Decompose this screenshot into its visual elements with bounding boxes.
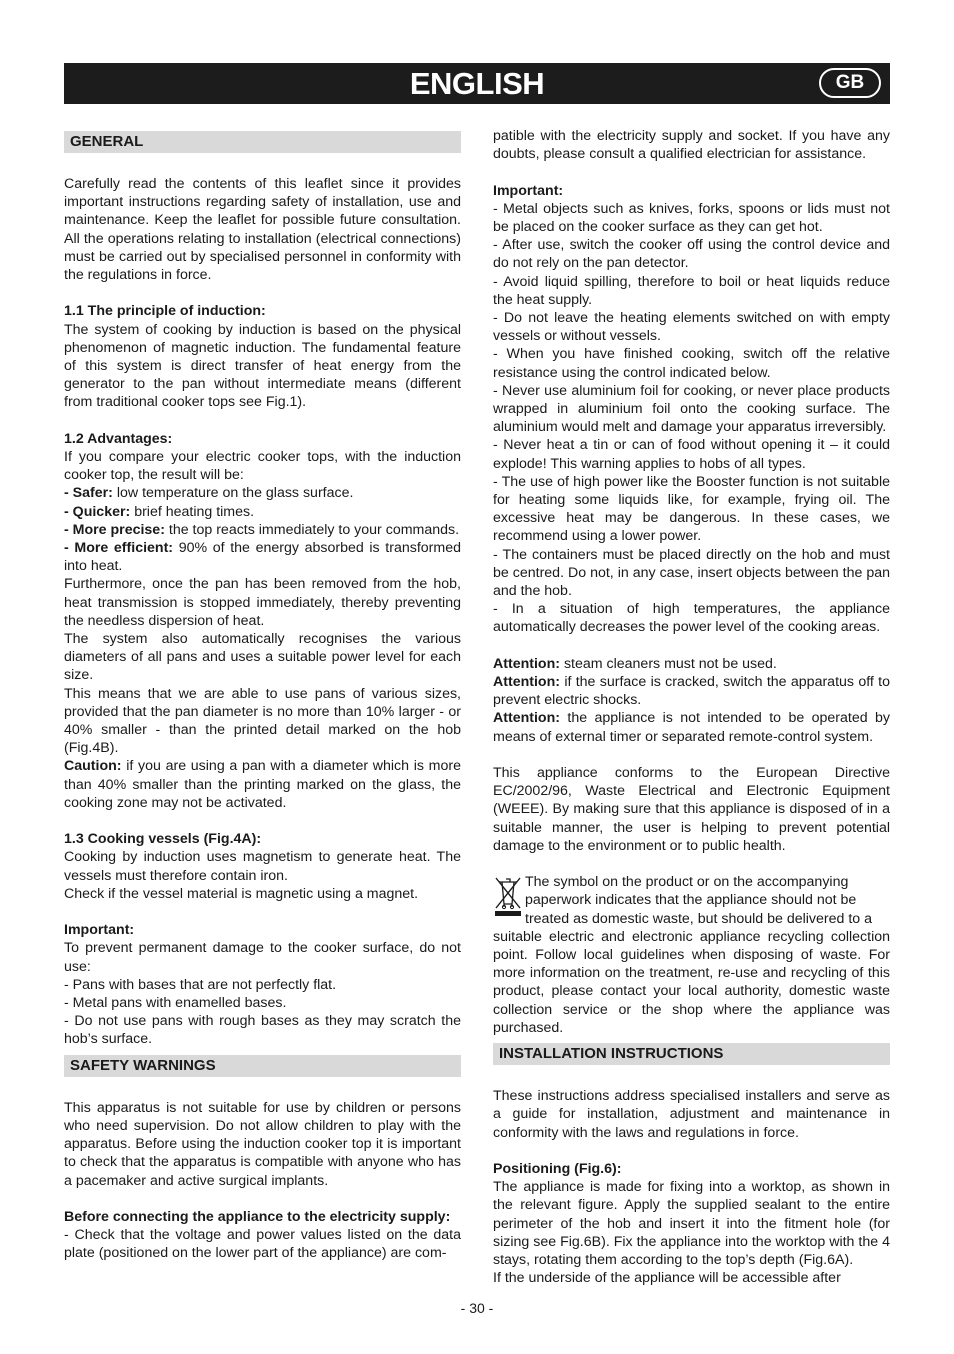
advantages-paragraph: This means that we are able to use pans of various sizes, provided that the pan diameter is no more than 10% larger - or 40% smaller - than the printed detail marked on the hob (Fig.4B). (64, 685, 461, 757)
crossed-out-bin-icon (493, 874, 523, 916)
section-heading-general: GENERAL (64, 131, 461, 153)
advantage-label: - Quicker: (64, 503, 131, 520)
advantage-label: - Safer: (64, 485, 113, 502)
important-item: - Do not use pans with rough bases as they may scratch the hob’s surface. (64, 1013, 461, 1048)
positioning-paragraph: The appliance is made for fixing into a worktop, as shown in the relevant figure. Apply the supplied sealant to the entire perimeter of the hob and insert it into the fitment hole (for sizing see Fig.6B). Fix the appliance into the worktop with the 4 stays, rotating them according to the top’s depth (Fig.6A). (493, 1179, 890, 1268)
induction-paragraph: The system of cooking by induction is based on the physical phenomenon of magnetic induction. The fundamental feature of this system is direct transfer of heat energy from the generator to the pan without intermediate means (different from traditional cooker tops see Fig.1). (64, 321, 461, 411)
important-item: - Metal objects such as knives, forks, spoons or lids must not be placed on the cooker surface as they can get hot. (493, 200, 890, 235)
advantages-paragraph: The system also automatically recognises the various diameters of all pans and uses a suitable power level for each size. (64, 631, 461, 684)
important-item: - Metal pans with enamelled bases. (64, 995, 287, 1012)
weee-line: treated as domestic waste, but should be delivered to a (525, 910, 873, 927)
advantage-text: the top reacts immediately to your commands. (168, 521, 460, 538)
weee-text: suitable electric and electronic appliance recycling collection point. Follow local guidelines when disposing of waste. For more information on the treatment, re-use and recycling of this product, please contact your local authority, domestic waste collection service or the shop where the appliance was purchased. (493, 928, 890, 1036)
page-title: ENGLISH (409, 66, 545, 101)
right-column (493, 127, 890, 1287)
important-item: - In a situation of high temperatures, the appliance automatically decreases the power level of the cooking areas. (493, 601, 890, 636)
subsection-title-induction: 1.1 The principle of induction: (64, 303, 266, 320)
language-banner (64, 63, 890, 104)
advantage-text: 90% of the energy absorbed is transformed into heat. (64, 540, 461, 575)
advantage-efficient (64, 539, 461, 575)
important-item: - When you have finished cooking, switch off the relative resistance using the control indicated below. (493, 346, 890, 381)
left-column (64, 127, 461, 1263)
important-item: - The containers must be placed directly on the hob and must be centred. Do not, in any case, insert objects between the pan and the hob. (493, 546, 890, 600)
attention-text: if the surface is cracked, switch the apparatus off to prevent electric shocks. (493, 674, 890, 709)
attention-label: Attention: (493, 674, 560, 691)
attention-note (493, 655, 890, 673)
attention-text: the appliance is not intended to be operated by means of external timer or separated remote-control system. (493, 710, 890, 745)
advantage-precise (64, 521, 461, 539)
general-paragraph: Carefully read the contents of this leaflet since it provides important instructions regarding safety of installation, use and maintenance. Keep the leaflet for possible future consultation. All the operations relating to installation (electrical connections) must be carried out by specialised personnel in conformity with the regulations in force. (64, 176, 461, 284)
vessels-paragraph: Cooking by induction uses magnetism to generate heat. The vessels must therefore contain iron. (64, 849, 461, 884)
advantage-quicker (64, 503, 461, 521)
advantage-label: - More precise: (64, 521, 165, 538)
important-title: Important: (64, 922, 135, 939)
language-badge: GB (819, 68, 881, 98)
attention-note (493, 709, 890, 745)
attention-label: Attention: (493, 655, 560, 672)
attention-note (493, 673, 890, 709)
section-heading-installation: INSTALLATION INSTRUCTIONS (493, 1043, 890, 1065)
subsection-title-advantages: 1.2 Advantages: (64, 430, 173, 447)
installation-paragraph: These instructions address specialised installers and serve as a guide for installation, adjustment and maintenance in conformity with the laws and regulations in force. (493, 1088, 890, 1141)
advantages-intro: If you compare your electric cooker tops, with the induction cooker top, the result will be: (64, 449, 461, 484)
section-heading-safety: SAFETY WARNINGS (64, 1055, 461, 1077)
attention-text: steam cleaners must not be used. (563, 655, 777, 672)
important-item: - After use, switch the cooker off using the control device and do not rely on the pan detector. (493, 237, 890, 272)
advantage-text: brief heating times. (134, 503, 255, 520)
important-item: - Never heat a tin or can of food without opening it – it could explode! This warning applies to hobs of all types. (493, 437, 890, 472)
caution-paragraph (64, 757, 461, 812)
attention-label: Attention: (493, 710, 560, 727)
caution-text: if you are using a pan with a diameter which is more than 40% smaller than the printing marked on the glass, the cooking zone may not be activated. (64, 758, 461, 811)
weee-directive-paragraph: This appliance conforms to the European Directive EC/2002/96, Waste Electrical and Electronic Equipment (WEEE). By making sure that this appliance is disposed of in a suitable manner, the user is helping to prevent potential damage to the environment or to public health. (493, 765, 890, 854)
safety-paragraph: This apparatus is not suitable for use by children or persons who need supervision. Do not allow children to play with the apparatus. Before using the induction cooker top it is important to check that the apparatus is compatible with anyone who has a pacemaker and active surgical implants. (64, 1099, 461, 1189)
advantage-label: - More efficient: (64, 540, 174, 557)
subsection-title-vessels: 1.3 Cooking vessels (Fig.4A): (64, 831, 262, 848)
before-connecting-text: - Check that the voltage and power values listed on the data plate (positioned on the lower part of the appliance) are com- (64, 1227, 461, 1262)
before-connecting-title: Before connecting the appliance to the electricity supply: (64, 1208, 451, 1225)
important-intro: To prevent permanent damage to the cooker surface, do not use: (64, 940, 461, 975)
weee-symbol-paragraph (493, 873, 890, 1037)
positioning-title: Positioning (Fig.6): (493, 1160, 622, 1177)
important-item: - The use of high power like the Booster function is not suitable for heating some liquids like, for example, frying oil. The excessive heat may be dangerous. In these cases, we recommend using a lower power. (493, 473, 890, 545)
vessels-paragraph: Check if the vessel material is magnetic using a magnet. (64, 885, 419, 902)
continued-paragraph: patible with the electricity supply and socket. If you have any doubts, please consult a qualified electrician for assistance. (493, 128, 890, 163)
important-item: - Pans with bases that are not perfectly flat. (64, 976, 337, 993)
important-item: - Do not leave the heating elements switched on with empty vessels or without vessels. (493, 310, 890, 345)
advantage-text: low temperature on the glass surface. (116, 485, 354, 502)
important-title: Important: (493, 182, 564, 199)
advantage-safer (64, 484, 461, 502)
weee-line: paperwork indicates that the appliance should not be (525, 892, 857, 909)
weee-line: The symbol on the product or on the accompanying (525, 874, 849, 891)
important-item: - Avoid liquid spilling, therefore to boil or heat liquids reduce the heat supply. (493, 273, 890, 308)
positioning-last-line: If the underside of the appliance will be accessible after (493, 1270, 841, 1287)
important-item: - Never use aluminium foil for cooking, or never place products wrapped in aluminium foil onto the cooking surface. The aluminium would melt and damage your apparatus irreversibly. (493, 382, 890, 436)
advantages-paragraph: Furthermore, once the pan has been removed from the hob, heat transmission is stopped immediately, thereby preventing the needless dispersion of heat. (64, 576, 461, 629)
caution-label: Caution: (64, 758, 122, 775)
page-number: - 30 - (460, 1300, 494, 1316)
